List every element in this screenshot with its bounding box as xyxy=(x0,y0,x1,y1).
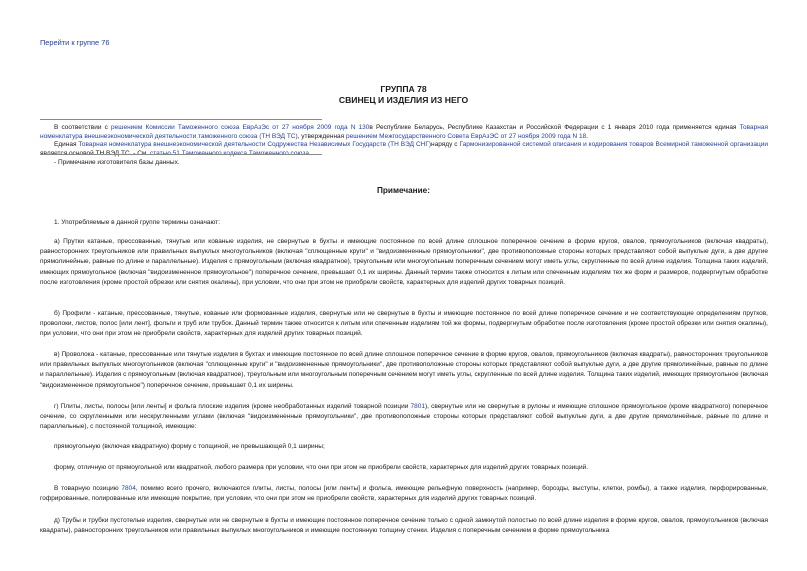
note-text: форму, отличную от прямоугольной или квадратной, любого размера при условии, что они при этом не приобрели свойств, характерных для изделий других товарных позиций. xyxy=(54,464,589,471)
note-text: прямоугольную (включая квадратную) форму с толщиной, не превышающей 0,1 ширины; xyxy=(54,443,325,450)
customs-code-article-51-link[interactable]: статью 51 Таможенного кодекса Таможенного союза xyxy=(150,150,309,158)
comment-text: . xyxy=(586,133,588,141)
note-item-g-sub-1 xyxy=(40,442,768,452)
note-item-d xyxy=(40,516,768,536)
customs-union-decision-link[interactable]: решением Комиссии Таможенного союза ЕврАзЭс от 27 ноября 2009 года N 130 xyxy=(111,124,370,131)
group-title: ГРУППА 78 xyxy=(380,84,427,94)
note-item-g-sub-2 xyxy=(40,463,768,473)
note-item-a xyxy=(40,237,768,288)
comment-text: в Республике Беларусь, Республике Казахстан и Российской Федерации с 1 января 2010 года применяется единая xyxy=(369,124,740,131)
heading-7804-link[interactable]: 7804 xyxy=(121,485,136,492)
note-text: а) Прутки катаные, прессованные, тянутые или кованые изделия, не свернутые в бухты и имеющие постоянное по всей длине сплошное поперечное сечение в форме кругов, овалов, прямоугольников (включая квадраты), равносторонних треугольников или правильных выпуклых многоугольников (включая "сплющенные круги" и "видоизмененные прямоугольники", две противоположные стороны которых представляют собой выпуклые дуги, а две другие прямолинейные, равные по длине и параллельные). Изделия с прямоугольным (включая квадратное), треугольным или многоугольным поперечным сечением могут иметь углы, скругленные по всей длине изделия. Толщина таких изделий, имеющих прямоугольное (включая "видоизмененное прямоугольное") поперечное сечение, превышает 0,1 их ширины. Данный термин также относится к литым или спеченным изделиям тех же форм и размеров, подвергнутым обработке после изготовления (кроме простой обрезки или снятия окалины), при условии, что они при этом не приобрели свойств, характерных для изделий других товарных позиций. xyxy=(40,238,768,286)
comment-text: является основой ТН ВЭД ТС. - См. xyxy=(40,150,151,158)
note-heading: Примечание: xyxy=(377,186,430,195)
note-text: в) Проволока - катаные, прессованные или тянутые изделия в бухтах и имеющие постоянное по всей длине сплошное поперечное сечение в форме кругов, овалов, прямоугольников (включая квадраты), равносторонних треугольников или правильных выпуклых многоугольников (включая "сплющенные круги" и "видоизмененные прямоугольники", две противоположные стороны которых представляют собой выпуклые дуги, а две другие прямолинейные, равные по длине и параллельные). Изделия с прямоугольным (включая квадратное), треугольным или многоугольным поперечным сечением могут иметь углы, скругленные по всей длине изделия. Толщина таких изделий, имеющих прямоугольное (включая "видоизмененное прямоугольное") поперечное сечение, превышает 0,1 их ширины. xyxy=(40,351,769,389)
group-subtitle: СВИНЕЦ И ИЗДЕЛИЯ ИЗ НЕГО xyxy=(338,95,469,105)
comment-text: . xyxy=(308,150,311,158)
interstate-council-decision-link[interactable]: решением Межгосударственного Совета ЕврАзЭС от 27 ноября 2009 года N 18 xyxy=(346,133,587,141)
note-text: д) Трубы и трубки пустотелые изделия, свернутые или не свернутые в бухты и имеющие постоянное поперечное сечение только с одной замкнутой полостью по всей длине изделия в форме кругов, овалов, прямоугольников (включая квадраты), равносторонних треугольников или правильных выпуклых многоугольников и имеющие постоянную толщину стенки. Изделия с поперечным сечением в форме прямоугольника xyxy=(40,517,768,535)
note-text: , помимо всего прочего, включаются плиты, листы, полосы [или ленты] и фольга, имеющие рельефную поверхность (например, борозды, выступы, клетки, ромбы), а также изделия, перфорированные, гофрированные, полированные или имеющие покрытие, при условии, что они при этом не приобрели свойств, характерных для изделий других товарных позиций. xyxy=(40,485,768,503)
comment-text: Единая xyxy=(54,141,79,148)
comment-text: наряду с xyxy=(431,141,460,148)
tn-ved-sng-link[interactable]: Товарная номенклатура внешнеэкономической деятельности Содружества Независимых Государств (ТН ВЭД СНГ) xyxy=(78,141,432,148)
comment-footnote: - Примечание изготовителя базы данных. xyxy=(54,159,180,167)
comment-text: В соответствии с xyxy=(54,124,112,131)
comment-top-divider xyxy=(40,119,322,120)
goto-group-76-link[interactable]: Перейти к группе 76 xyxy=(40,38,110,47)
note-item-g-sub-3 xyxy=(40,484,768,504)
note-text: В товарную позицию xyxy=(54,485,122,492)
harmonized-system-link[interactable]: Гармонизированной системой описания и кодирования товаров Всемирной таможенной организации xyxy=(459,141,769,148)
comment-text: , утвержденная xyxy=(297,133,346,141)
note-text: 1. Употребляемые в данной группе термины означают: xyxy=(54,219,221,226)
note-item-v xyxy=(40,350,768,391)
note-item-1 xyxy=(40,218,768,228)
tn-ved-ts-link[interactable]: Товарная номенклатура внешнеэкономической деятельности таможенного союза (ТН ВЭД ТС) xyxy=(40,124,769,141)
note-text: ), свернутые или не свернутые в рулоны и имеющие сплошное прямоугольное (кроме квадратного) поперечное сечение, со скругленными или нескругленными углами (включая "видоизмененные прямоугольники", две противоположные стороны которых представляют собой выпуклые дуги, а две другие прямолинейные, равные по длине и параллельные), с постоянной толщиной, имеющие: xyxy=(40,403,768,431)
note-text: г) Плиты, листы, полосы [или ленты] и фольга плоские изделия (кроме необработанных изделий товарной позиции xyxy=(54,403,411,410)
comment-bottom-divider xyxy=(40,154,322,155)
note-item-b xyxy=(40,309,768,340)
note-item-g xyxy=(40,402,768,433)
editor-comment-paragraph-1 xyxy=(40,123,768,141)
note-text: б) Профили - катаные, прессованные, тянутые, кованые или формованные изделия, свернутые или не свернутые в бухты и имеющие постоянное по всей длине поперечное сечение и не соответствующие определениям прутков, проволоки, листов, полос [или лент], фольги и труб или трубок. Данный термин также относится к литым или спеченным изделиям той же формы, подвергнутым обработке после изготовления (кроме простой обрезки или снятия окалины), при условии, что они при этом не приобрели свойств, характерных для изделий других товарных позиций. xyxy=(40,310,768,338)
heading-7801-link[interactable]: 7801 xyxy=(410,403,425,410)
